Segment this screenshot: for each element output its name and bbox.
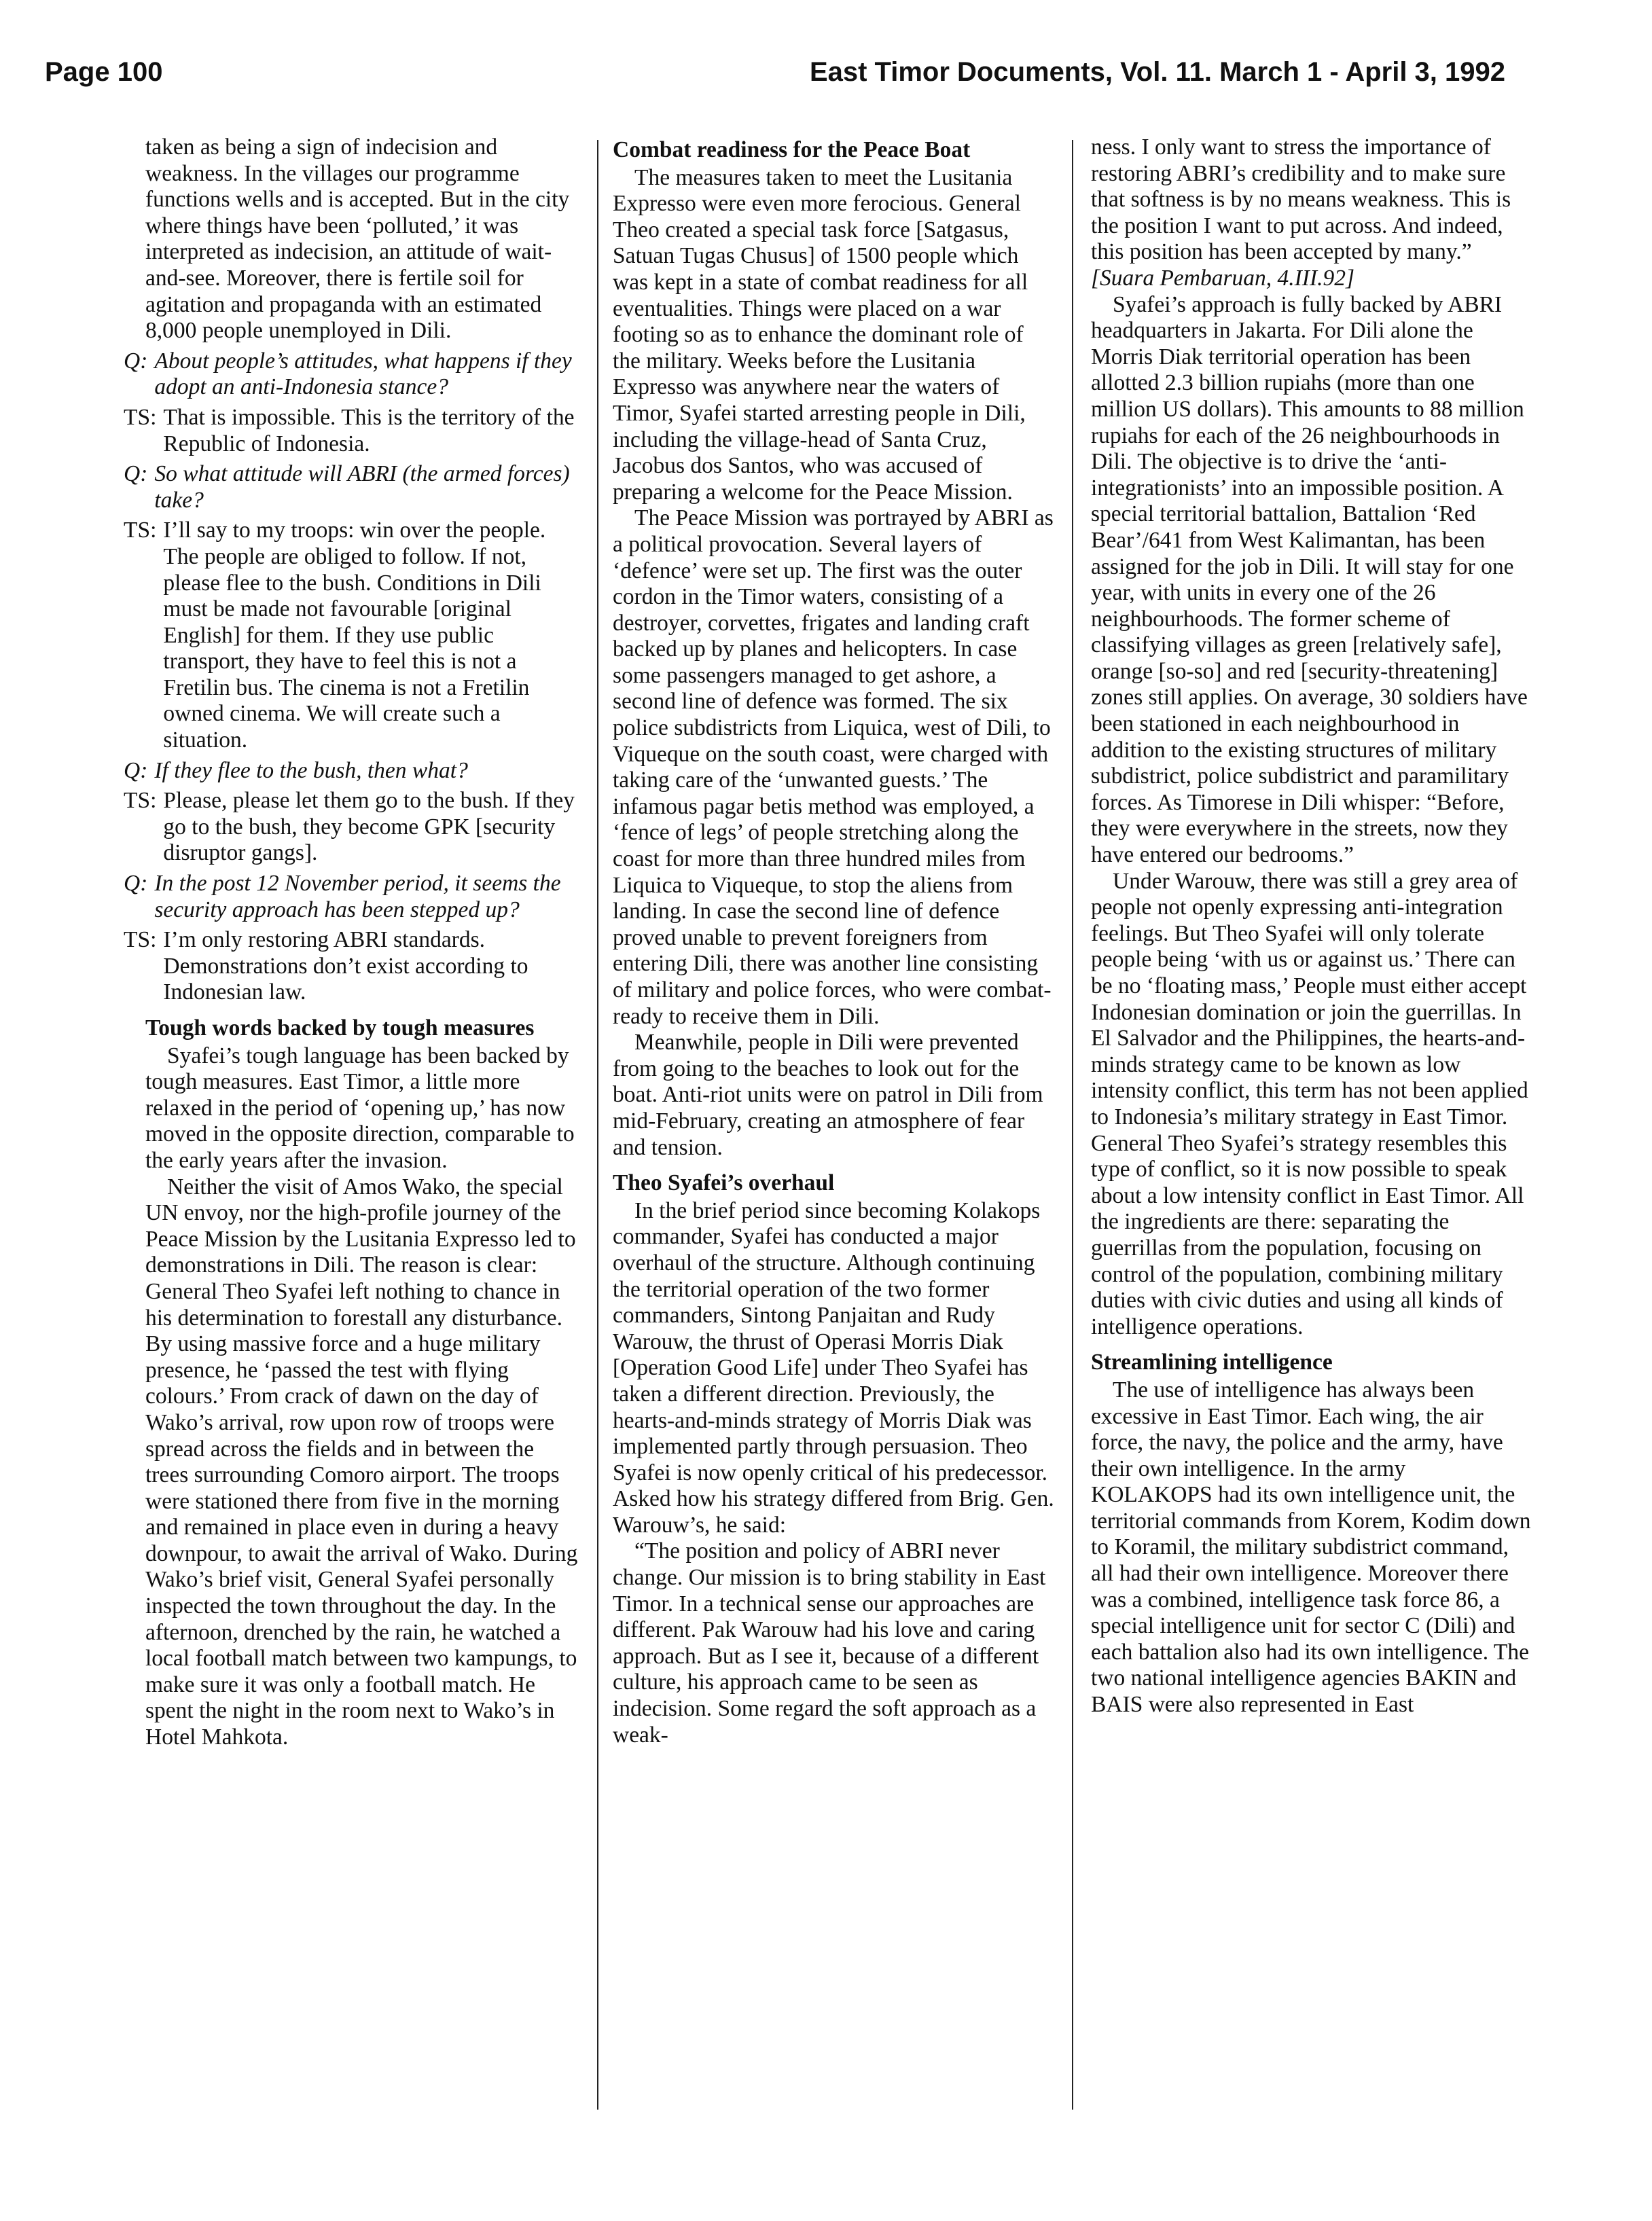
- paragraph: [1091, 134, 1532, 292]
- qa-text: I’ll say to my troops: win over the people. The people are obliged to follow. If not, please flee to the bush. Conditions in Dili must be made not favourable [original English] for them. If they use public transport, they have to feel this is not a Fretilin bus. The cinema is not a Fretilin owned cinema. We will create such a situation.: [163, 518, 546, 753]
- qa-text: In the post 12 November period, it seems the security approach has been stepped up?: [154, 871, 561, 922]
- column-3: [1091, 134, 1532, 1718]
- paragraph: The measures taken to meet the Lusitania Expresso were even more ferocious. General Theo created a special task force [Satgasus, Satuan Tugas Chusus] of 1500 people which was kept in a state of combat readiness for all eventualities. Things were placed on a war footing so as to enhance the dominant role of the military. Weeks before the Lusitania Expresso was anywhere near the waters of Timor, Syafei started arresting people in Dili, including the village-head of Santa Cruz, Jacobus dos Santos, who was accused of preparing a welcome for the Peace Mission.: [613, 164, 1028, 505]
- answer: [124, 788, 582, 867]
- paragraph: Syafei’s tough language has been backed by tough measures. East Timor, a little more relaxed in the period of ‘opening up,’ has now moved in the opposite direction, comparable to the early years after the invasion.: [145, 1043, 575, 1173]
- section-heading: Combat readiness for the Peace Boat: [613, 137, 971, 162]
- question: [124, 461, 582, 513]
- section-heading: Theo Syafei’s overhaul: [613, 1170, 835, 1196]
- paragraph: taken as being a sign of indecision and weakness. In the villages our programme functions wells and is accepted. But in the city where things have been ‘polluted,’ it was interpreted as indecision, an attitude of wait-and-see. Moreover, there is fertile soil for agitation and propaganda with an estimated 8,000 people unemployed in Dili.: [145, 134, 570, 344]
- paragraph: Syafei’s approach is fully backed by ABRI headquarters in Jakarta. For Dili alone the Morris Diak territorial operation has been allotted 2.3 billion rupiahs (more than one million US dollars). This amounts to 88 million rupiahs for each of the 26 neighbourhoods in Dili. The objective is to drive the ‘anti-integrationists’ into an impossible position. A special territorial battalion, Battalion ‘Red Bear’/641 from West Kalimantan, has been assigned for the job in Dili. It will stay for one year, with units in every one of the 26 neighbourhoods. The former scheme of classifying villages as green [relatively safe], orange [so-so] and red [security-threatening] zones still applies. On average, 30 soldiers have been stationed in each neighbourhood in addition to the existing structures of military subdistrict, police subdistrict and paramilitary forces. As Timorese in Dili whisper: “Before, they were everywhere in the streets, now they have entered our bedrooms.”: [1091, 291, 1528, 868]
- page-number: Page 100: [45, 57, 163, 87]
- question: [124, 348, 582, 401]
- qa-text: If they flee to the bush, then what?: [154, 757, 468, 783]
- answer: [124, 518, 582, 753]
- column-divider-2: [1072, 140, 1073, 2110]
- qa-label: Q:: [124, 871, 148, 897]
- question: [124, 758, 582, 784]
- column-1: [124, 134, 582, 1751]
- qa-label: TS:: [124, 927, 157, 953]
- column-divider-1: [597, 140, 598, 2110]
- section-heading: Streamlining intelligence: [1091, 1350, 1333, 1375]
- paragraph: The Peace Mission was portrayed by ABRI as a political provocation. Several layers of ‘defence’ were set up. The first was the outer cordon in the Timor waters, consisting of a destroyer, corvettes, frigates and landing craft backed up by planes and helicopters. In case some passengers managed to get ashore, a second line of defence was formed. The six police subdistricts from Liquica, west of Dili, to Viqueque on the south coast, were charged with taking care of the ‘unwanted guests.’ The infamous pagar betis method was employed, a ‘fence of legs’ of people stretching along the coast for more than three hundred miles from Liquica to Viqueque, to stop the aliens from landing. In case the second line of defence proved unable to prevent foreigners from entering Dili, there was another line consisting of military and police forces, who were combat-ready to receive them in Dili.: [613, 505, 1054, 1029]
- paragraph-text: ness. I only want to stress the importance of restoring ABRI’s credibility and to make sure that softness is by no means weakness. This is the position I want to put across. And indeed, this position has been accepted by many.”: [1091, 134, 1511, 265]
- qa-text: Please, please let them go to the bush. If they go to the bush, they become GPK [security disruptor gangs].: [163, 788, 575, 866]
- qa-label: TS:: [124, 404, 157, 430]
- qa-text: I’m only restoring ABRI standards. Demonstrations don’t exist according to Indonesian law.: [163, 927, 528, 1005]
- qa-text: About people’s attitudes, what happens if they adopt an anti-Indonesia stance?: [154, 348, 572, 400]
- source-citation: [Suara Pembaruan, 4.III.92]: [1091, 265, 1355, 291]
- paragraph: Meanwhile, people in Dili were prevented from going to the beaches to look out for the boat. Anti-riot units were on patrol in Dili from mid-February, creating an atmosphere of fear and tension.: [613, 1030, 1043, 1160]
- paragraph: “The position and policy of ABRI never change. Our mission is to bring stability in East Timor. In a technical sense our approaches are different. Pak Warouw had his love and caring approach. But as I see it, because of a different culture, his approach came to be seen as indecision. Some regard the soft approach as a weak-: [613, 1538, 1046, 1748]
- qa-label: TS:: [124, 518, 157, 543]
- column-2: [613, 134, 1054, 1748]
- qa-text: That is impossible. This is the territory of the Republic of Indonesia.: [163, 404, 575, 456]
- qa-label: Q:: [124, 348, 148, 374]
- paragraph: Under Warouw, there was still a grey area of people not openly expressing anti-integration feelings. But Theo Syafei will only tolerate people being ‘with us or against us.’ There can be no ‘floating mass,’ People must either accept Indonesian domination or join the guerrillas. In El Salvador and the Philippines, the hearts-and-minds strategy came to be known as low intensity conflict, this term has not been applied to Indonesia’s military strategy in East Timor. General Theo Syafei’s strategy resembles this type of conflict, so it is now possible to speak about a low intensity conflict in East Timor. All the ingredients are there: separating the guerrillas from the population, focusing on control of the population, combining military duties with civic duties and using all kinds of intelligence operations.: [1091, 868, 1528, 1339]
- answer: [124, 405, 582, 457]
- section-heading: Tough words backed by tough measures: [145, 1015, 535, 1041]
- qa-label: Q:: [124, 461, 148, 487]
- page-header: [45, 57, 1505, 98]
- publication-title: East Timor Documents, Vol. 11. March 1 - April 3, 1992: [809, 57, 1505, 87]
- qa-label: TS:: [124, 788, 157, 814]
- paragraph: In the brief period since becoming Kolakops commander, Syafei has conducted a major overhaul of the structure. Although continuing the territorial operation of the two former commanders, Sintong Panjaitan and Rudy Warouw, the thrust of Operasi Morris Diak [Operation Good Life] under Theo Syafei has taken a different direction. Previously, the hearts-and-minds strategy of Morris Diak was implemented partly through persuasion. Theo Syafei is now openly critical of his predecessor. Asked how his strategy differed from Brig. Gen. Warouw’s, he said:: [613, 1197, 1054, 1538]
- qa-text: So what attitude will ABRI (the armed forces) take?: [154, 461, 570, 513]
- paragraph: Neither the visit of Amos Wako, the special UN envoy, nor the high-profile journey of the Peace Mission by the Lusitania Expresso led to demonstrations in Dili. The reason is clear: General Theo Syafei left nothing to chance in his determination to forestall any disturbance. By using massive force and a huge military presence, he ‘passed the test with flying colours.’ From crack of dawn on the day of Wako’s arrival, row upon row of troops were spread across the fields and in between the trees surrounding Comoro airport. The troops were stationed there from five in the morning and remained in place even in during a heavy downpour, to await the arrival of Wako. During Wako’s brief visit, General Syafei personally inspected the town throughout the day. In the afternoon, drenched by the rain, he watched a local football match between two kampungs, to make sure it was only a football match. He spent the night in the room next to Wako’s in Hotel Mahkota.: [145, 1174, 578, 1750]
- paragraph: The use of intelligence has always been excessive in East Timor. Each wing, the air force, the navy, the police and the army, have their own intelligence. In the army KOLAKOPS had its own intelligence unit, the territorial commands from Korem, Kodim down to Koramil, the military subdistrict command, all had their own intelligence. Moreover there was a combined, intelligence task force 86, a special intelligence unit for sector C (Dili) and each battalion also had its own intelligence. The two national intelligence agencies BAKIN and BAIS were also represented in East: [1091, 1377, 1531, 1718]
- question: [124, 871, 582, 923]
- qa-label: Q:: [124, 757, 148, 783]
- answer: [124, 927, 582, 1006]
